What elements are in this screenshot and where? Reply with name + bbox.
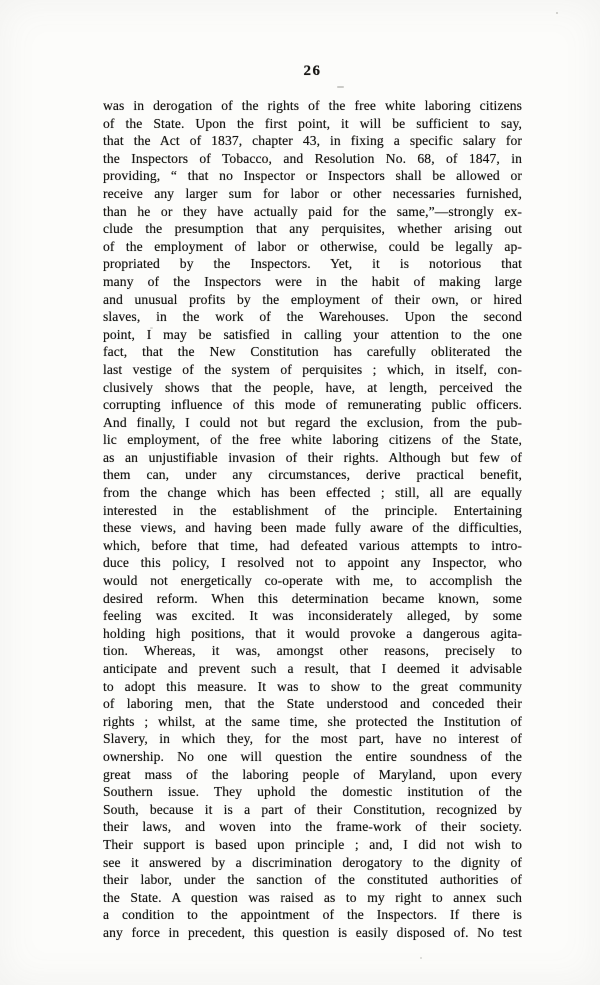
text-line: fact, that the New Constitution has carefully obliterated the [103,344,522,360]
text-line: clusively shows that the people, have, at length, perceived the [103,379,522,395]
text-line: South, because it is a part of their Constitution, recognized by [103,801,522,817]
text-line: any force in precedent, this question is easily disposed of. No test [103,924,522,940]
text-line: Their support is based upon principle ; and, I did not wish to [103,836,522,852]
text-line: the State. A question was raised as to my right to annex such [103,889,522,905]
text-line: receive any larger sum for labor or other necessaries furnished, [103,185,522,201]
text-line: that the Act of 1837, chapter 43, in fixing a specific salary for [103,133,522,149]
text-line: Slavery, in which they, for the most part, have no interest of [103,731,522,747]
text-line: to adopt this measure. It was to show to the great community [103,678,522,694]
text-line: desired reform. When this determination became known, some [103,590,522,606]
page-number: 26 [303,63,322,79]
text-line: interested in the establishment of the principle. Entertaining [103,502,522,518]
text-line: clude the presumption that any perquisites, whether arising out [103,221,522,237]
scan-speck [337,86,344,88]
text-line: them can, under any circumstances, derive practical benefit, [103,467,522,483]
text-line: corrupting influence of this mode of remunerating public officers. [103,397,522,413]
text-line: and unusual profits by the employment of their own, or hired [103,291,522,307]
text-line: from the change which has been effected ; still, all are equally [103,485,522,501]
text-line: providing, “ that no Inspector or Inspectors shall be allowed or [103,168,522,184]
text-line: which, before that time, had defeated various attempts to intro- [103,537,522,553]
text-line: as an unjustifiable invasion of their rights. Although but few of [103,449,522,465]
text-line: anticipate and prevent such a result, that I deemed it advisable [103,661,522,676]
text-line: point, I may be satisfied in calling your attention to the one [103,326,522,342]
body-text [103,97,522,942]
text-line: these views, and having been made fully aware of the difficulties, [103,520,522,536]
text-line: their labor, under the sanction of the constituted authorities of [103,872,522,888]
text-line: see it answered by a discrimination derogatory to the dignity of [103,854,522,870]
text-line: of laboring men, that the State understood and conceded their [103,696,522,712]
text-line: a condition to the appointment of the Inspectors. If there is [103,907,522,923]
text-line: feeling was excited. It was inconsiderately alleged, by some [103,608,522,624]
text-line: propriated by the Inspectors. Yet, it is notorious that [103,256,522,272]
text-line: rights ; whilst, at the same time, she protected the Institution of [103,713,522,729]
text-line: tion. Whereas, it was, amongst other reasons, precisely to [103,643,522,659]
text-line: than he or they have actually paid for the same,”—strongly ex- [103,203,522,219]
text-line: holding high positions, that it would provoke a dangerous agita- [103,625,522,641]
scan-speck [420,957,422,959]
text-line: many of the Inspectors were in the habit of making large [103,273,522,289]
text-line: the Inspectors of Tobacco, and Resolution No. 68, of 1847, in [103,150,522,166]
scan-speck [556,12,558,14]
text-line: And finally, I could not but regard the exclusion, from the pub- [103,414,522,430]
text-line: last vestige of the system of perquisites ; which, in itself, con- [103,361,522,377]
text-line: of the employment of labor or otherwise, could be legally ap- [103,238,522,254]
text-line: ownership. No one will question the entire soundness of the [103,748,522,764]
text-line: would not energetically co-operate with me, to accomplish the [103,573,522,589]
text-line: slaves, in the work of the Warehouses. Upon the second [103,309,522,325]
text-line: duce this policy, I resolved not to appoint any Inspector, who [103,555,522,571]
text-line: their laws, and woven into the frame-work of their society. [103,819,522,835]
text-line: great mass of the laboring people of Maryland, upon every [103,766,522,782]
text-line: Southern issue. They uphold the domestic institution of the [103,784,522,800]
text-line: lic employment, of the free white laboring citizens of the State, [103,432,522,448]
text-line: of the State. Upon the first point, it will be sufficient to say, [103,115,522,131]
text-line: was in derogation of the rights of the free white laboring citizens [103,98,522,113]
